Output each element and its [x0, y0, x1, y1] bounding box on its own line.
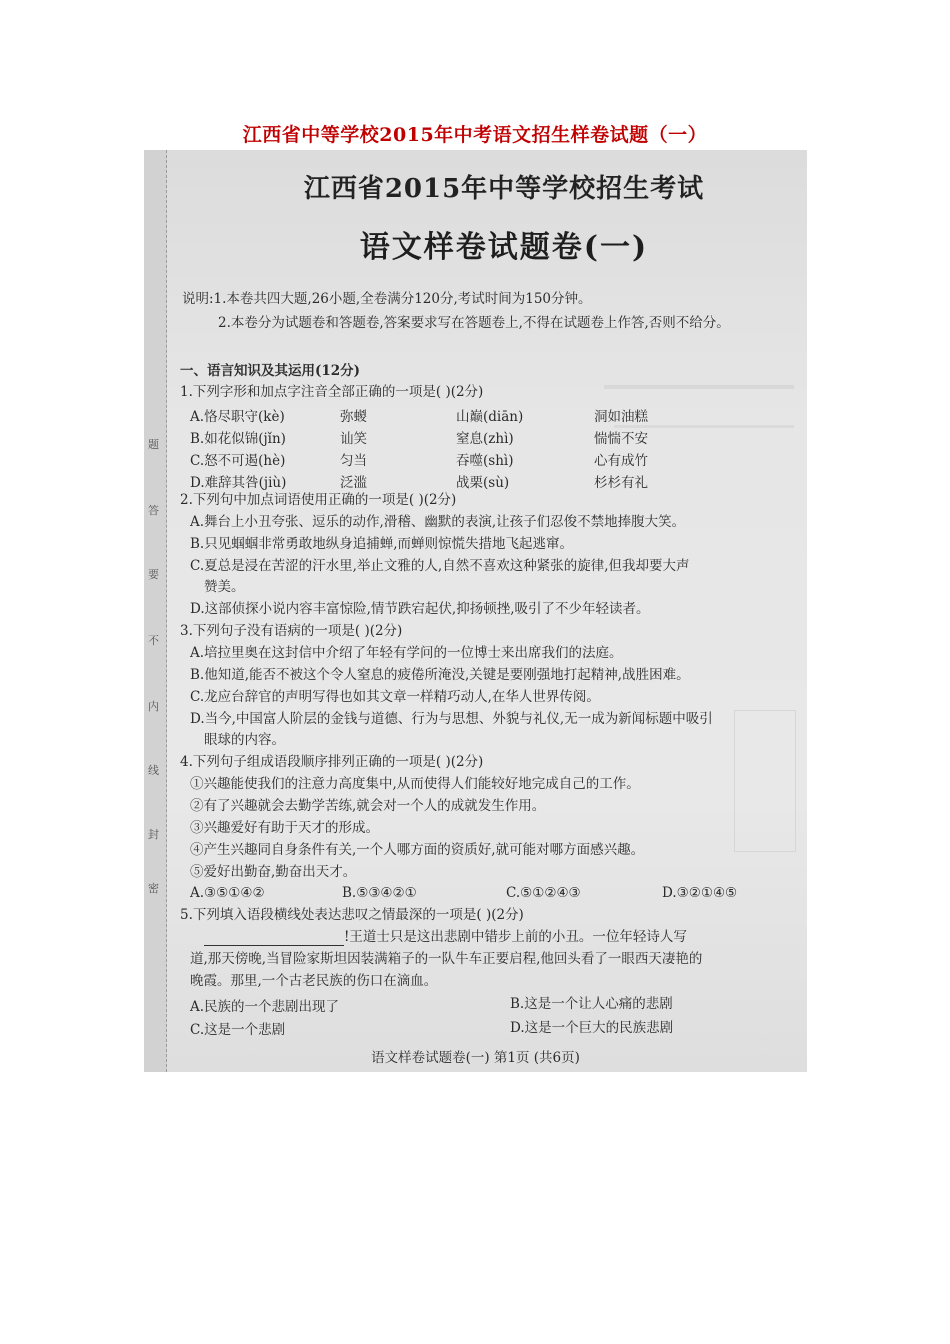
q1-cell: C.怒不可遏(hè): [190, 453, 286, 469]
q1-cell: 弥蝬: [340, 409, 367, 425]
margin-char: 线: [148, 764, 159, 777]
exam-subtitle: 语文样卷试题卷(一): [359, 230, 649, 265]
q4-sentence: ⑤爱好出勤奋,勤奋出天才。: [190, 864, 357, 880]
q1-cell: D.难辞其咎(jiù): [190, 475, 287, 491]
q1-cell: 杉杉有礼: [594, 475, 648, 491]
page-footer: 语文样卷试题卷(一) 第1页 (共6页): [371, 1050, 580, 1066]
q1-cell: 吞噬(shì): [456, 453, 514, 469]
margin-char: 不: [148, 634, 159, 647]
q5-passage-line: [204, 928, 687, 946]
exam-page-photo: [144, 150, 807, 1072]
q4-sentence: ②有了兴趣就会去勤学苦练,就会对一个人的成就发生作用。: [190, 798, 546, 814]
q2-option: D.这部侦探小说内容丰富惊险,情节跌宕起伏,抑扬顿挫,吸引了不少年轻读者。: [190, 601, 650, 617]
q3-option: 眼球的内容。: [204, 732, 285, 748]
q4-sentence: ①兴趣能使我们的注意力高度集中,从而使得人们能较好地完成自己的工作。: [190, 776, 640, 792]
q1-cell: 泛滥: [340, 475, 367, 491]
q5-choice: B.这是一个让人心痛的悲剧: [510, 996, 673, 1012]
q5-choice: A.民族的一个悲剧出现了: [190, 999, 340, 1015]
q4-choice: B.⑤③④②①: [342, 885, 417, 901]
margin-char: 题: [148, 438, 159, 451]
q1-cell: 匀当: [340, 453, 367, 469]
q5-choice: D.这是一个巨大的民族悲剧: [510, 1020, 674, 1036]
q2-stem: 2.下列句中加点词语使用正确的一项是( )(2分): [180, 492, 457, 508]
exam-title: 江西省2015年中等学校招生考试: [303, 174, 705, 204]
q1-cell: 心有成竹: [594, 453, 648, 469]
margin-char: 密: [148, 882, 159, 895]
q2-option: 赞美。: [204, 579, 245, 595]
margin-char: 要: [148, 568, 159, 581]
document-title: 江西省中等学校2015年中考语文招生样卷试题（一）: [242, 124, 708, 146]
q4-stem: 4.下列句子组成语段顺序排列正确的一项是( )(2分): [180, 754, 484, 770]
q4-sentence: ④产生兴趣同自身条件有关,一个人哪方面的资质好,就可能对哪方面感兴趣。: [190, 842, 645, 858]
margin-char: 封: [148, 828, 159, 841]
q1-cell: A.恪尽职守(kè): [190, 409, 285, 425]
q3-option: C.龙应台辞官的声明写得也如其文章一样精巧动人,在华人世界传阅。: [190, 689, 600, 705]
q4-sentence: ③兴趣爱好有助于天才的形成。: [190, 820, 379, 836]
q3-option: B.他知道,能否不被这个令人窒息的疲倦所淹没,关键是要刚强地打起精神,战胜困难。: [190, 667, 690, 683]
q3-option: A.培拉里奥在这封信中介绍了年轻有学问的一位博士来出席我们的法庭。: [190, 645, 623, 661]
section-title: 一、语言知识及其运用(12分): [180, 363, 361, 379]
bleed-through-mark: [604, 385, 794, 389]
instruction-2: 2.本卷分为试题卷和答题卷,答案要求写在答题卷上,不得在试题卷上作答,否则不给分。: [218, 315, 730, 331]
q5-passage-line: 道,那天傍晚,当冒险家斯坦因装满箱子的一队牛车正要启程,他回头看了一眼西天凄艳的: [190, 951, 703, 967]
q1-cell: 洞如油糕: [594, 409, 648, 425]
q1-cell: 山巅(diān): [456, 409, 524, 425]
q5-passage-text: !王道士只是这出悲剧中错步上前的小丑。一位年轻诗人写: [344, 929, 687, 945]
margin-char: 内: [148, 700, 159, 713]
q1-cell: 讪笑: [340, 431, 367, 447]
q3-stem: 3.下列句子没有语病的一项是( )(2分): [180, 623, 403, 639]
instruction-1: 说明:1.本卷共四大题,26小题,全卷满分120分,考试时间为150分钟。: [182, 291, 592, 307]
bleed-through-box: [734, 710, 796, 852]
q4-choice: D.③②①④⑤: [662, 885, 738, 901]
q4-choice: A.③⑤①④②: [190, 885, 265, 901]
q1-cell: 窒息(zhì): [456, 431, 514, 447]
q5-stem: 5.下列填入语段横线处表达悲叹之情最深的一项是( )(2分): [180, 907, 524, 923]
q2-option: A.舞台上小丑夸张、逗乐的动作,滑稽、幽默的表演,让孩子们忍俊不禁地捧腹大笑。: [190, 514, 686, 530]
margin-char: 答: [148, 504, 159, 517]
q5-passage-line: 晚霞。那里,一个古老民族的伤口在滴血。: [190, 973, 438, 989]
q1-cell: B.如花似锦(jǐn): [190, 431, 286, 447]
q5-choice: C.这是一个悲剧: [190, 1022, 286, 1038]
q2-option: C.夏总是浸在苦涩的汗水里,举止文雅的人,自然不喜欢这种紧张的旋律,但我却要大声: [190, 558, 690, 574]
q2-option: B.只见蝈蝈非常勇敢地纵身追捕蝉,而蝉则惊慌失措地飞起逃窜。: [190, 536, 574, 552]
seal-margin: [144, 150, 167, 1072]
fill-blank: [204, 933, 344, 946]
q4-choice: C.⑤①②④③: [506, 885, 581, 901]
q3-option: D.当今,中国富人阶层的金钱与道德、行为与思想、外貌与礼仪,无一成为新闻标题中吸引: [190, 711, 713, 727]
q1-cell: 惴惴不安: [594, 431, 648, 447]
q1-cell: 战栗(sù): [456, 475, 510, 491]
q1-stem: 1.下列字形和加点字注音全部正确的一项是( )(2分): [180, 384, 484, 400]
